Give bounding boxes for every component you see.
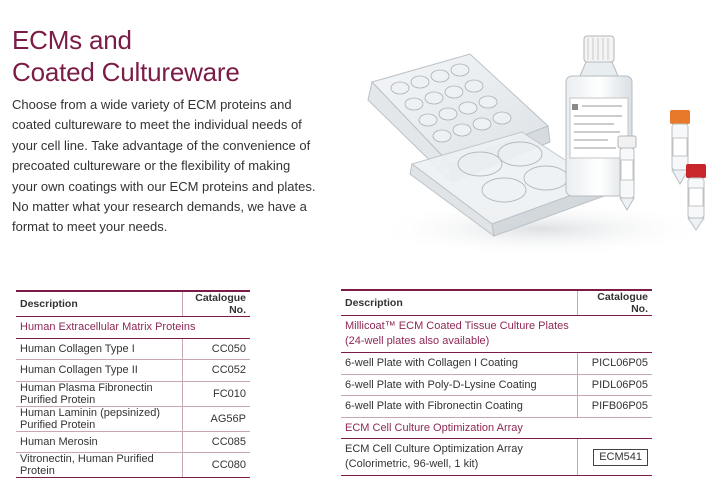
vial-red-cap-icon bbox=[686, 164, 706, 230]
row-catalogue-number: PIDL06P05 bbox=[577, 374, 652, 396]
column-header-catalogue: Catalogue No. bbox=[182, 291, 250, 317]
row-description: Human Merosin bbox=[16, 431, 182, 453]
table-row bbox=[16, 338, 250, 360]
section-title: Human Extracellular Matrix Proteins bbox=[16, 317, 250, 339]
table-row bbox=[16, 453, 250, 478]
section-title-line-1: Millicoat™ ECM Coated Tissue Culture Plates bbox=[345, 320, 569, 332]
row-description: Human Collagen Type I bbox=[16, 338, 182, 360]
row-catalogue-number: PICL06P05 bbox=[577, 353, 652, 375]
table-row bbox=[16, 360, 250, 382]
row-description-line-2: (Colorimetric, 96-well, 1 kit) bbox=[345, 458, 479, 470]
row-description: Vitronectin, Human Purified Protein bbox=[16, 453, 182, 478]
product-photo bbox=[352, 14, 717, 264]
section-title: ECM Cell Culture Optimization Array bbox=[341, 417, 652, 439]
section-title bbox=[341, 316, 652, 353]
column-header-description: Description bbox=[341, 290, 577, 316]
coated-cultureware-table bbox=[341, 289, 652, 476]
row-catalogue-number: CC085 bbox=[182, 431, 250, 453]
column-header-catalogue: Catalogue No. bbox=[577, 290, 652, 316]
section-title-line-2: (24-well plates also available) bbox=[345, 335, 490, 347]
row-description: Human Plasma Fibronectin Purified Protein bbox=[16, 381, 182, 406]
table-row bbox=[16, 381, 250, 406]
row-description: Human Laminin (pepsinized) Purified Protein bbox=[16, 406, 182, 431]
table-header-row bbox=[16, 291, 250, 317]
row-description: 6-well Plate with Collagen I Coating bbox=[341, 353, 577, 375]
ecm-proteins-table bbox=[16, 290, 250, 478]
row-description: 6-well Plate with Poly-D-Lysine Coating bbox=[341, 374, 577, 396]
row-catalogue-number: AG56P bbox=[182, 406, 250, 431]
page-title-line-1: ECMs and bbox=[12, 25, 132, 55]
table-row bbox=[341, 353, 652, 375]
row-catalogue-number: CC050 bbox=[182, 338, 250, 360]
catalogue-number-box: ECM541 bbox=[593, 449, 648, 466]
vial-white-cap-icon bbox=[618, 136, 636, 210]
row-catalogue-number: PIFB06P05 bbox=[577, 396, 652, 418]
row-catalogue-number: CC052 bbox=[182, 360, 250, 382]
table-row bbox=[16, 406, 250, 431]
page-title-line-2: Coated Cultureware bbox=[12, 57, 240, 87]
table-header-row bbox=[341, 290, 652, 316]
column-header-description: Description bbox=[16, 291, 182, 317]
table-row bbox=[16, 431, 250, 453]
section-row bbox=[341, 417, 652, 439]
table-row bbox=[341, 374, 652, 396]
table-row bbox=[341, 439, 652, 476]
row-description: Human Collagen Type II bbox=[16, 360, 182, 382]
row-catalogue-number: CC080 bbox=[182, 453, 250, 478]
row-catalogue-number: FC010 bbox=[182, 381, 250, 406]
section-row bbox=[341, 316, 652, 353]
row-description: 6-well Plate with Fibronectin Coating bbox=[341, 396, 577, 418]
intro-paragraph: Choose from a wide variety of ECM proteins and coated cultureware to meet the individual needs of your cell line. Take advantage of the convenience of precoated cultureware or the flexibility of making your own coatings with our ECM proteins and plates. No matter what your research demands, we have a format to meet your needs. bbox=[12, 97, 316, 235]
table-row bbox=[341, 396, 652, 418]
section-row bbox=[16, 317, 250, 339]
row-description bbox=[341, 439, 577, 476]
row-catalogue-number bbox=[577, 439, 652, 476]
page-title bbox=[12, 24, 240, 88]
row-description-line-1: ECM Cell Culture Optimization Array bbox=[345, 443, 523, 455]
